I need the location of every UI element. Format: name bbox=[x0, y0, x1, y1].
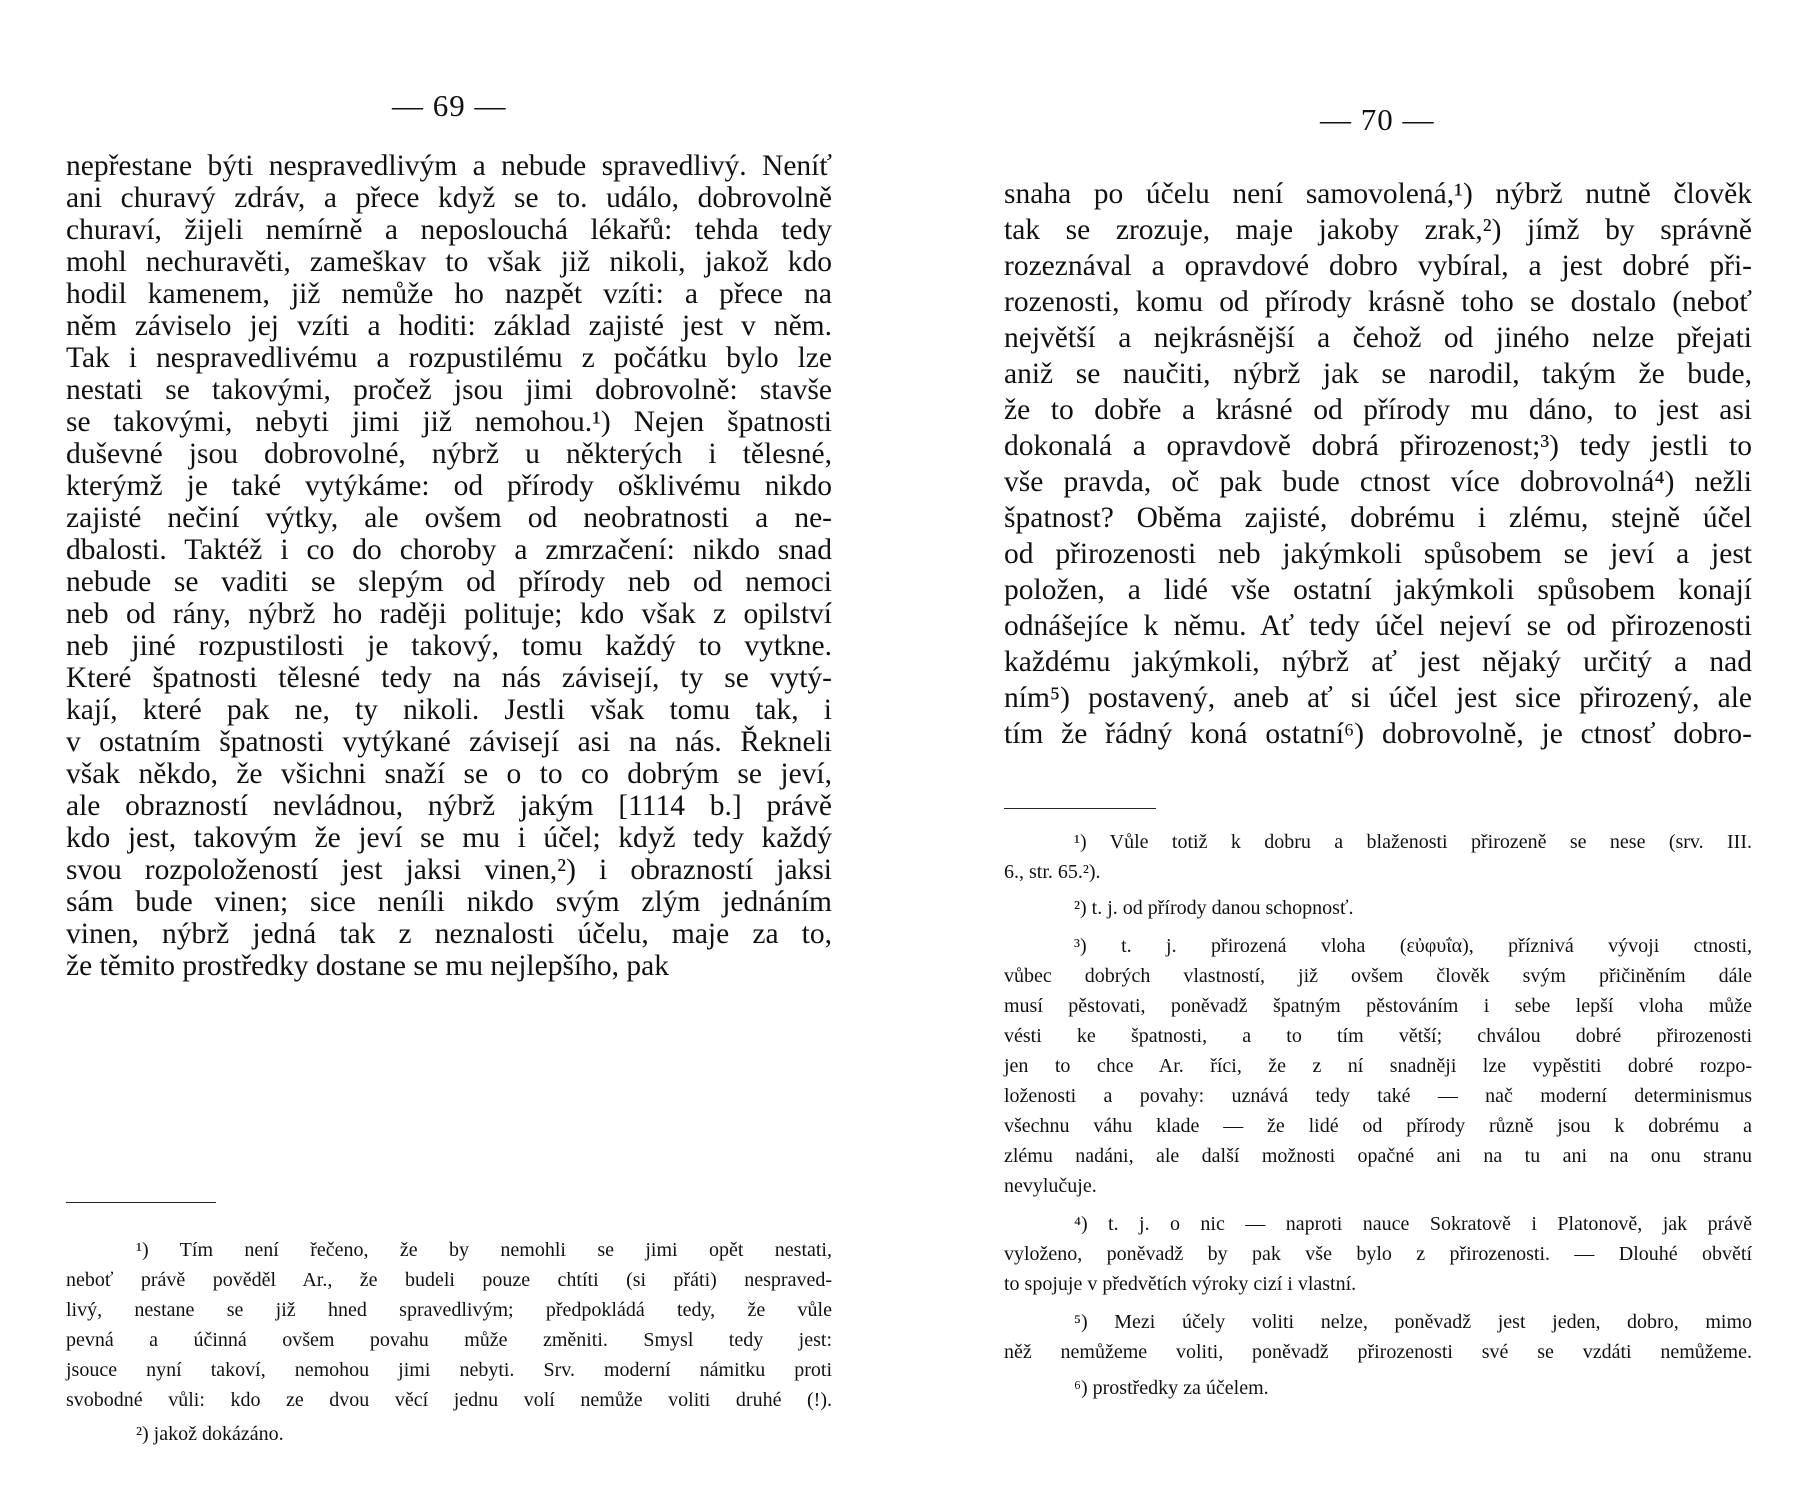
body-line: však někdo, že všichni snaží se o to co dobrým se jeví, bbox=[66, 758, 832, 790]
page-number: — 70 — bbox=[1320, 102, 1435, 137]
body-line: svou rozpoložeností jest jaksi vinen,²) i obrazností jaksi bbox=[66, 854, 832, 886]
footnote-line: všechnu váhu klade — že lidé od přírody různě jsou k dobrému a bbox=[1004, 1115, 1752, 1137]
body-line: Které špatnosti tělesné tedy na nás závisejí, ty se vytý- bbox=[66, 662, 832, 694]
footnote-line: pevná a účinná ovšem povahu může změniti. Smysl tedy jest: bbox=[66, 1329, 832, 1351]
body-line: duševné jsou dobrovolné, nýbrž u některých i tělesné, bbox=[66, 438, 832, 470]
body-line: se takovými, nebyti jimi již nemohou.¹) Nejen špatnosti bbox=[66, 406, 832, 438]
body-line: od přirozenosti neb jakýmkoli spůsobem se jeví a jest bbox=[1004, 538, 1752, 570]
body-line: neb od rány, nýbrž ho raději polituje; kdo však z opilství bbox=[66, 598, 832, 630]
footnote-line: ²) jakož dokázáno. bbox=[136, 1423, 284, 1445]
body-line: zajisté nečiní výtky, ale ovšem od neobratnosti a ne- bbox=[66, 502, 832, 534]
body-line: tím že řádný koná ostatní⁶) dobrovolně, je ctnosť dobro- bbox=[1004, 718, 1752, 750]
body-line: rozenosti, komu od přírody krásně toho se dostalo (neboť bbox=[1004, 286, 1752, 318]
body-line: nestati se takovými, pročež jsou jimi dobrovolně: stavše bbox=[66, 374, 832, 406]
body-line: kterýmž je také vytýkáme: od přírody ošklivému nikdo bbox=[66, 470, 832, 502]
body-line: sám bude vinen; sice neníli nikdo svým zlým jednáním bbox=[66, 886, 832, 918]
footnote-rule bbox=[1004, 808, 1156, 809]
footnote-line: jen to chce Ar. říci, že z ní snadněji lze vypěstiti dobré rozpo- bbox=[1004, 1055, 1752, 1077]
footnote-line: 6., str. 65.²). bbox=[1004, 861, 1101, 883]
body-line: vše pravda, oč pak bude ctnost více dobrovolná⁴) nežli bbox=[1004, 466, 1752, 498]
footnote-line: loženosti a povahy: uznává tedy také — nač moderní determinismus bbox=[1004, 1085, 1752, 1107]
footnote-line: nevylučuje. bbox=[1004, 1175, 1097, 1197]
footnote-line: musí pěstovati, poněvadž špatným pěstováním i sebe lepší vloha může bbox=[1004, 995, 1752, 1017]
footnote-line: ⁵) Mezi účely voliti nelze, poněvadž jest jeden, dobro, mimo bbox=[1074, 1311, 1752, 1333]
body-line: dokonalá a opravdově dobrá přirozenost;³) tedy jestli to bbox=[1004, 430, 1752, 462]
body-line: v ostatním špatnosti vytýkané závisejí asi na nás. Řekneli bbox=[66, 726, 832, 758]
body-line: že těmito prostředky dostane se mu nejlepšího, pak bbox=[66, 950, 669, 982]
footnote-line: livý, nestane se již hned spravedlivým; předpokládá tedy, že vůle bbox=[66, 1299, 832, 1321]
body-line: špatnost? Oběma zajisté, dobrému i zlému, stejně účel bbox=[1004, 502, 1752, 534]
footnote-line: ²) t. j. od přírody danou schopnosť. bbox=[1074, 897, 1354, 919]
body-line: kdo jest, takovým že jeví se mu i účel; když tedy každý bbox=[66, 822, 832, 854]
footnote-line: vésti ke špatnosti, a to tím větší; chválou dobré přirozenosti bbox=[1004, 1025, 1752, 1047]
footnote-line: ¹) Vůle totiž k dobru a blaženosti přirozeně se nese (srv. III. bbox=[1074, 831, 1752, 853]
body-line: Tak i nespravedlivému a rozpustilému z počátku bylo lze bbox=[66, 342, 832, 374]
footnote-line: neboť právě pověděl Ar., že budeli pouze chtíti (si přáti) nespraved- bbox=[66, 1269, 832, 1291]
body-line: největší a nejkrásnější a čehož od jiného nelze přejati bbox=[1004, 322, 1752, 354]
body-line: dbalosti. Taktéž i co do choroby a zmrzačení: nikdo snad bbox=[66, 534, 832, 566]
body-line: churaví, žijeli nemírně a neposlouchá lékařů: tehda tedy bbox=[66, 214, 832, 246]
page-number: — 69 — bbox=[392, 88, 507, 123]
body-line: kají, které pak ne, ty nikoli. Jestli však tomu tak, i bbox=[66, 694, 832, 726]
body-line: rozeznával a opravdové dobro vybíral, a jest dobré při- bbox=[1004, 250, 1752, 282]
footnote-line: ⁴) t. j. o nic — naproti nauce Sokratově i Platonově, jak právě bbox=[1074, 1213, 1752, 1235]
footnote-line: jsouce nyní takoví, nemohou jimi nebyti. Srv. moderní námitku proti bbox=[66, 1359, 832, 1381]
body-line: ani churavý zdráv, a přece když se to. událo, dobrovolně bbox=[66, 182, 832, 214]
body-line: vinen, nýbrž jedná tak z neznalosti účelu, maje za to, bbox=[66, 918, 832, 950]
body-line: nepřestane býti nespravedlivým a nebude spravedlivý. Neníť bbox=[66, 150, 832, 182]
footnote-line: vyloženo, poněvadž by pak vše bylo z přirozenosti. — Dlouhé obvětí bbox=[1004, 1243, 1752, 1265]
footnote-rule bbox=[66, 1202, 216, 1203]
body-line: snaha po účelu není samovolená,¹) nýbrž nutně člověk bbox=[1004, 178, 1752, 210]
footnote-line: to spojuje v předvětích výroky cizí i vlastní. bbox=[1004, 1273, 1357, 1295]
body-line: neb jiné rozpustilosti je takový, tomu každý to vytkne. bbox=[66, 630, 832, 662]
footnote-line: svobodné vůli: kdo ze dvou věcí jednu volí nemůže voliti druhé (!). bbox=[66, 1389, 832, 1411]
body-line: aniž se naučiti, nýbrž jak se narodil, takým že bude, bbox=[1004, 358, 1752, 390]
footnote-line: ³) t. j. přirozená vloha (εὐφυΐα), příznivá vývoji ctnosti, bbox=[1074, 935, 1752, 957]
body-line: tak se zrozuje, maje jakoby zrak,²) jímž by správně bbox=[1004, 214, 1752, 246]
footnote-line: zlému nadáni, ale další možnosti opačné ani na tu ani na onu stranu bbox=[1004, 1145, 1752, 1167]
body-line: nebude se vaditi se slepým od přírody neb od nemoci bbox=[66, 566, 832, 598]
footnote-line: ¹) Tím není řečeno, že by nemohli se jimi opět nestati, bbox=[136, 1239, 832, 1261]
body-line: každému jakýmkoli, nýbrž ať jest nějaký určitý a nad bbox=[1004, 646, 1752, 678]
body-line: mohl nechuravěti, zameškav to však již nikoli, jakož kdo bbox=[66, 246, 832, 278]
footnote-line: ⁶) prostředky za účelem. bbox=[1074, 1377, 1269, 1399]
body-line: něm záviselo jej vzíti a hoditi: základ zajisté jest v něm. bbox=[66, 310, 832, 342]
footnote-line: vůbec dobrých vlastností, již ovšem člověk svým přičiněním dále bbox=[1004, 965, 1752, 987]
body-line: ale obrazností nevládnou, nýbrž jakým [1114 b.] právě bbox=[66, 790, 832, 822]
body-line: ním⁵) postavený, aneb ať si účel jest sice přirozený, ale bbox=[1004, 682, 1752, 714]
body-line: že to dobře a krásné od přírody mu dáno, to jest asi bbox=[1004, 394, 1752, 426]
body-line: hodil kamenem, již nemůže ho nazpět vzíti: a přece na bbox=[66, 278, 832, 310]
body-line: položen, a lidé vše ostatní jakýmkoli spůsobem konají bbox=[1004, 574, 1752, 606]
body-line: odnášejíce k němu. Ať tedy účel nejeví se od přirozenosti bbox=[1004, 610, 1752, 642]
footnote-line: něž nemůžeme voliti, poněvadž přirozenosti své se vzdáti nemůžeme. bbox=[1004, 1341, 1752, 1363]
